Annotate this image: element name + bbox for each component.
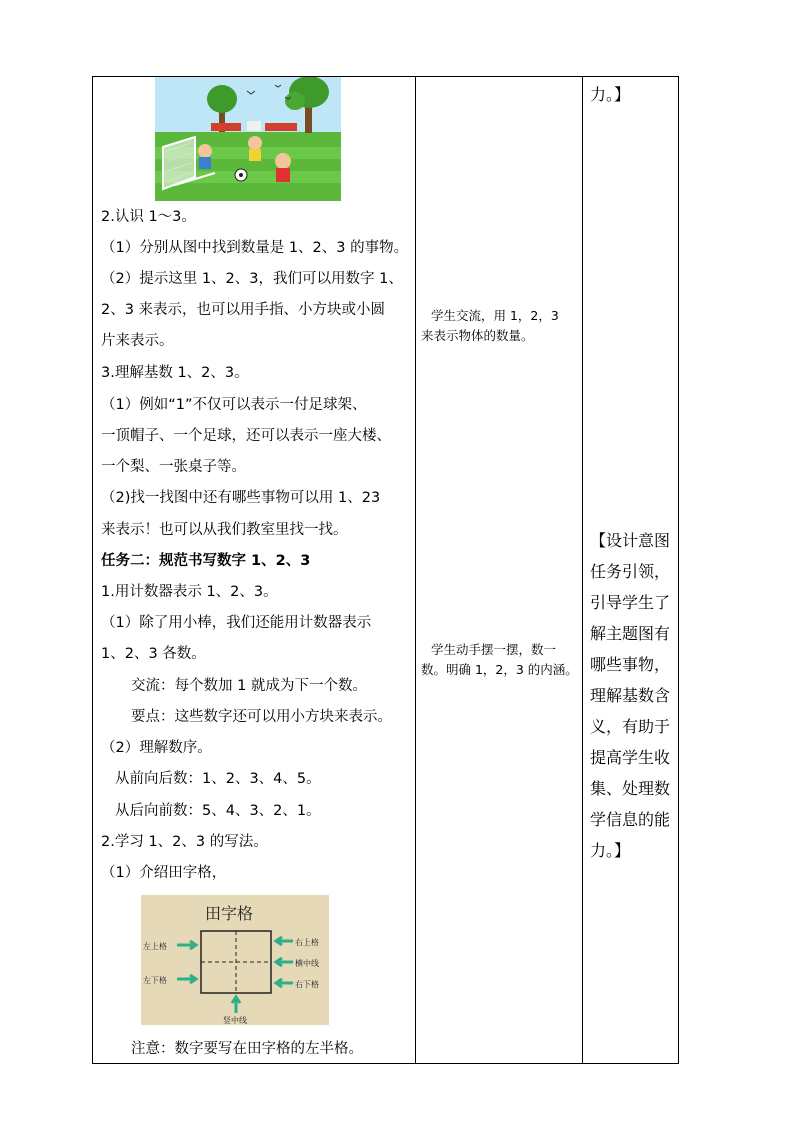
tianzige-title: 田字格 (205, 904, 254, 923)
intent-line: 力。】 (590, 841, 631, 860)
text-line: 从前向后数：1、2、3、4、5。 (115, 771, 321, 787)
text-line: 1.用计数器表示 1、2、3。 (101, 584, 278, 600)
intent-line: 引导学生了 (590, 593, 671, 612)
activity-line: 学生交流，用 1，2，3 (431, 308, 559, 323)
label-vertical-mid: 竖中线 (223, 1016, 247, 1025)
label-left-bottom: 左下格 (143, 976, 167, 985)
intent-line: 集、处理数 (590, 779, 671, 798)
intent-line: 理解基数含 (590, 686, 671, 705)
column-divider (582, 77, 583, 1063)
text-line: 2、3 来表示，也可以用手指、小方块或小圆 (101, 302, 386, 318)
label-right-bottom: 右下格 (295, 980, 319, 989)
activity-line: 数。明确 1，2，3 的内涵。 (421, 662, 578, 677)
student-activity-1 (421, 306, 587, 346)
text-line: 要点：这些数字还可以用小方块来表示。 (131, 709, 392, 725)
label-horizontal-mid: 横中线 (295, 959, 319, 968)
note-line: 注意：数字要写在田字格的左半格。 (131, 1041, 363, 1057)
text-line: （1）除了用小棒，我们还能用计数器表示 (101, 615, 372, 631)
text-line: （2）提示这里 1、2、3，我们可以用数字 1、 (101, 271, 403, 287)
soccer-illustration (155, 77, 341, 201)
intent-line: 义，有助于 (590, 717, 671, 736)
text-line: （1）分别从图中找到数量是 1、2、3 的事物。 (101, 240, 409, 256)
activity-line: 来表示物体的数量。 (421, 328, 534, 343)
text-line: （1）例如“1”不仅可以表示一付足球架、 (101, 397, 367, 413)
tianzige-figure (141, 895, 329, 1025)
text-line: 1、2、3 各数。 (101, 646, 206, 662)
text-line: （2）理解数序。 (101, 740, 212, 756)
text-line: 一个梨、一张桌子等。 (101, 459, 246, 475)
text-line: 交流：每个数加 1 就成为下一个数。 (131, 678, 367, 694)
text-line: 从后向前数：5、4、3、2、1。 (115, 803, 321, 819)
text-line: 3.理解基数 1、2、3。 (101, 365, 249, 381)
column-divider (415, 77, 416, 1063)
intent-line: 【设计意图 (590, 531, 671, 550)
intent-line: 提高学生收 (590, 748, 671, 767)
text-line: （2)找一找图中还有哪些事物可以用 1、23 (101, 490, 381, 506)
label-right-top: 右上格 (295, 938, 319, 947)
text-line: 片来表示。 (101, 333, 174, 349)
intent-line: 哪些事物， (590, 655, 671, 674)
text-line: 来表示！也可以从我们教室里找一找。 (101, 522, 348, 538)
task-heading: 任务二：规范书写数字 1、2、3 (101, 553, 311, 569)
lesson-table (92, 76, 679, 1064)
text-line: （1）介绍田字格， (101, 865, 227, 881)
intent-line: 任务引领， (590, 562, 671, 581)
text-line: 2.认识 1～3。 (101, 209, 196, 225)
intent-line: 解主题图有 (590, 624, 671, 643)
label-left-top: 左上格 (143, 942, 167, 951)
text-line: 2.学习 1、2、3 的写法。 (101, 834, 268, 850)
intent-line: 学信息的能 (590, 810, 671, 829)
teaching-content-column (93, 77, 415, 1063)
activity-line: 学生动手摆一摆，数一 (431, 642, 557, 657)
student-activity-2 (421, 640, 587, 680)
text-line: 一顶帽子、一个足球，还可以表示一座大楼、 (101, 428, 391, 444)
design-intent-top: 力。】 (590, 85, 631, 104)
design-intent (590, 525, 684, 866)
